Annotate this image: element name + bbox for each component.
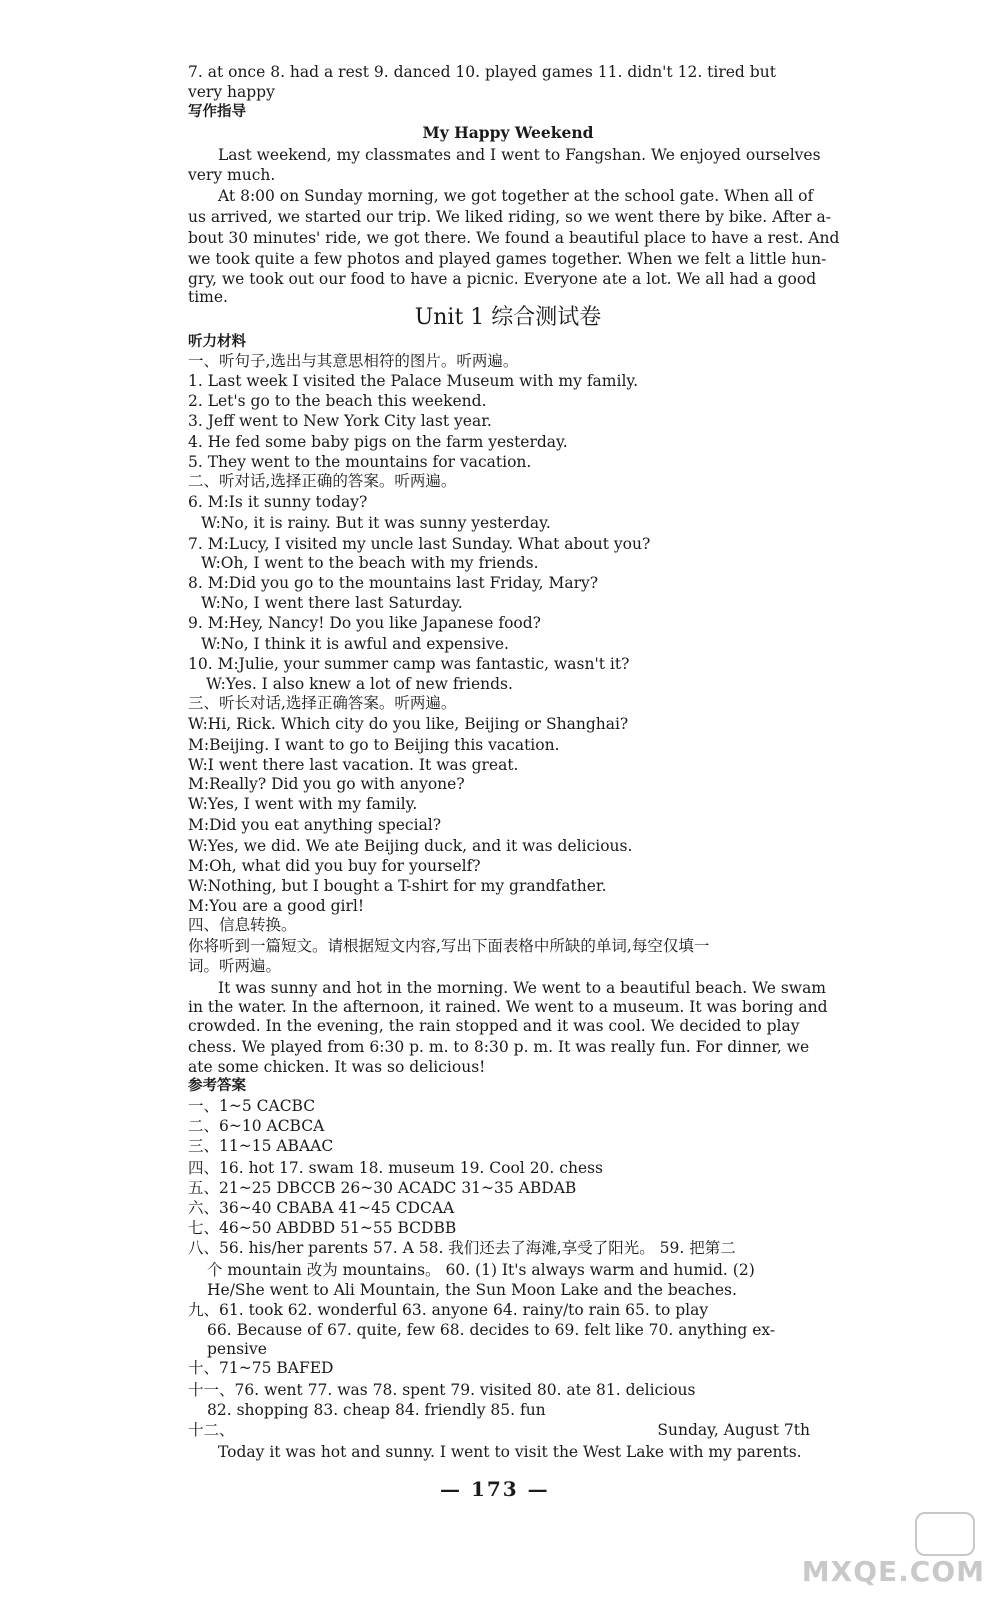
passage-line: chess. We played from 6:30 p. m. to 8:30 p. m. It was really fun. For dinner, we: [188, 1038, 810, 1056]
dialogue-line: M:Did you eat anything special?: [188, 816, 442, 834]
listening-line: 5. They went to the mountains for vacation.: [188, 453, 532, 471]
listening-line: 8. M:Did you go to the mountains last Friday, Mary?: [188, 574, 599, 592]
dialogue-line: W:Hi, Rick. Which city do you like, Beijing or Shanghai?: [188, 715, 629, 733]
passage-line: in the water. In the afternoon, it rained. We went to a museum. It was boring and: [188, 998, 828, 1016]
listening-line: 2. Let's go to the beach this weekend.: [188, 392, 487, 410]
section-heading: 二、听对话,选择正确的答案。听两遍。: [188, 472, 457, 490]
dialogue-line: W:Yes, we did. We ate Beijing duck, and it was delicious.: [188, 837, 633, 855]
answer-line: 三、11~15 ABAAC: [188, 1137, 334, 1155]
watermark-text: MXQE.COM: [801, 1555, 985, 1588]
listening-line: W:No, it is rainy. But it was sunny yesterday.: [201, 514, 551, 532]
listening-line: 6. M:Is it sunny today?: [188, 493, 368, 511]
instruction-line: 你将听到一篇短文。请根据短文内容,写出下面表格中所缺的单词,每空仅填一: [188, 937, 710, 955]
dialogue-line: W:Yes, I went with my family.: [188, 795, 418, 813]
answer-line: 二、6~10 ACBCA: [188, 1117, 325, 1135]
section-heading: 一、听句子,选出与其意思相符的图片。听两遍。: [188, 352, 519, 370]
passage-line: crowded. In the evening, the rain stopped and it was cool. We decided to play: [188, 1017, 800, 1035]
answer-line: very happy: [188, 83, 275, 101]
listening-line: W:Yes. I also knew a lot of new friends.: [206, 675, 513, 693]
essay-title: My Happy Weekend: [422, 123, 594, 142]
answer-line: 九、61. took 62. wonderful 63. anyone 64. rainy/to rain 65. to play: [188, 1301, 709, 1319]
answer-line: 十一、76. went 77. was 78. spent 79. visited 80. ate 81. delicious: [188, 1381, 696, 1399]
essay-line: us arrived, we started our trip. We liked riding, so we went there by bike. After a-: [188, 208, 831, 226]
answer-line: 八、56. his/her parents 57. A 58. 我们还去了海滩,享受了阳光。 59. 把第二: [188, 1239, 736, 1257]
listening-line: 1. Last week I visited the Palace Museum with my family.: [188, 372, 639, 390]
dialogue-line: M:Really? Did you go with anyone?: [188, 775, 465, 793]
answer-line: 一、1~5 CACBC: [188, 1097, 316, 1115]
listening-line: W:Oh, I went to the beach with my friends.: [201, 554, 539, 572]
essay-line: bout 30 minutes' ride, we got there. We found a beautiful place to have a rest. And: [188, 229, 840, 247]
dialogue-line: W:I went there last vacation. It was great.: [188, 756, 519, 774]
answer-line: 五、21~25 DBCCB 26~30 ACADC 31~35 ABDAB: [188, 1179, 577, 1197]
listening-line: 10. M:Julie, your summer camp was fantastic, wasn't it?: [188, 655, 630, 673]
dialogue-line: M:You are a good girl!: [188, 897, 365, 915]
section-heading: 四、信息转换。: [188, 916, 297, 934]
essay-line: At 8:00 on Sunday morning, we got together at the school gate. When all of: [218, 187, 814, 205]
answer-line: He/She went to Ali Mountain, the Sun Moon Lake and the beaches.: [207, 1281, 737, 1299]
answer-line: 七、46~50 ABDBD 51~55 BCDBB: [188, 1219, 457, 1237]
section-heading: 三、听长对话,选择正确答案。听两遍。: [188, 694, 457, 712]
watermark: [801, 1512, 985, 1592]
answer-line: 个 mountain 改为 mountains。 60. (1) It's always warm and humid. (2): [207, 1261, 755, 1279]
essay-line: very much.: [188, 166, 276, 184]
writing-heading: 写作指导: [188, 104, 246, 120]
unit-title: Unit 1 综合测试卷: [414, 305, 602, 330]
listening-line: 7. M:Lucy, I visited my uncle last Sunday. What about you?: [188, 535, 651, 553]
essay-line: gry, we took out our food to have a picnic. Everyone ate a lot. We all had a good: [188, 270, 817, 288]
answer-line: 十、71~75 BAFED: [188, 1359, 334, 1377]
listening-heading: 听力材料: [188, 334, 246, 350]
dialogue-line: M:Oh, what did you buy for yourself?: [188, 857, 481, 875]
essay-line: we took quite a few photos and played games together. When we felt a little hun-: [188, 250, 827, 268]
dialogue-line: W:Nothing, but I bought a T-shirt for my grandfather.: [188, 877, 607, 895]
passage-line: ate some chicken. It was so delicious!: [188, 1058, 486, 1076]
answer-line: 66. Because of 67. quite, few 68. decides to 69. felt like 70. anything ex-: [207, 1321, 776, 1339]
listening-line: W:No, I think it is awful and expensive.: [201, 635, 509, 653]
essay-line: time.: [188, 288, 228, 306]
answer-line: 六、36~40 CBABA 41~45 CDCAA: [188, 1199, 455, 1217]
listening-line: W:No, I went there last Saturday.: [201, 594, 463, 612]
dialogue-line: M:Beijing. I want to go to Beijing this vacation.: [188, 736, 560, 754]
answer-line: 十二、: [188, 1421, 235, 1439]
watermark-logo-icon: [915, 1512, 975, 1556]
essay-line: Last weekend, my classmates and I went to Fangshan. We enjoyed ourselves: [218, 146, 821, 164]
passage-line: It was sunny and hot in the morning. We went to a beautiful beach. We swam: [218, 979, 827, 997]
listening-line: 4. He fed some baby pigs on the farm yesterday.: [188, 433, 568, 451]
answer-line: 82. shopping 83. cheap 84. friendly 85. fun: [207, 1401, 546, 1419]
answers-heading: 参考答案: [188, 1078, 246, 1094]
answer-line: 四、16. hot 17. swam 18. museum 19. Cool 20. chess: [188, 1159, 604, 1177]
listening-line: 9. M:Hey, Nancy! Do you like Japanese food?: [188, 614, 541, 632]
answer-line: 7. at once 8. had a rest 9. danced 10. played games 11. didn't 12. tired but: [188, 63, 776, 81]
answer-line: pensive: [207, 1340, 267, 1358]
instruction-line: 词。听两遍。: [188, 957, 282, 975]
answer-line: Today it was hot and sunny. I went to visit the West Lake with my parents.: [218, 1443, 802, 1461]
page-number: — 173 —: [440, 1477, 550, 1501]
diary-date: Sunday, August 7th: [657, 1421, 810, 1439]
listening-line: 3. Jeff went to New York City last year.: [188, 412, 492, 430]
